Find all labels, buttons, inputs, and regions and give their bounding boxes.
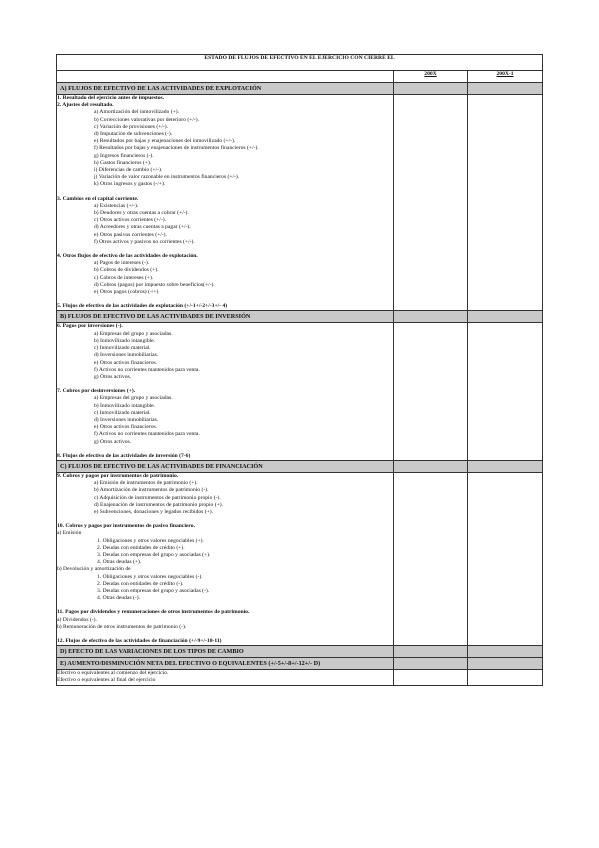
list-item: a) Pagos de intereses (-). bbox=[94, 260, 150, 267]
list-item: b) Inmovilizado intangible. bbox=[94, 402, 156, 409]
list-item: e) Subvenciones, donaciones y legados recibidos (+). bbox=[94, 508, 214, 515]
list-item: a) Empresas del grupo y asociadas. bbox=[94, 395, 173, 402]
list-item: d) Imputación de subvenciones (-). bbox=[94, 131, 173, 138]
year-previous: 200X-1 bbox=[468, 71, 543, 83]
list-item: f) Otros activos y pasivos no corrientes (+/-). bbox=[94, 238, 195, 245]
list-item: a) Dividendos (-). bbox=[57, 616, 97, 623]
value-cell bbox=[468, 646, 543, 658]
section-e-header: E) AUMENTO/DISMINUCIÓN NETA DEL EFECTIVO O EQUIVALENTES (+/-5+/-8+/-12+/- D) bbox=[57, 658, 394, 670]
section-b-header: B) FLUJOS DE EFECTIVO DE LAS ACTIVIDADES DE INVERSIÓN bbox=[57, 311, 394, 323]
year-current: 200X bbox=[394, 71, 468, 83]
item-3-heading: 3. Cambios en el capital corriente. bbox=[57, 195, 139, 202]
value-cell bbox=[394, 472, 468, 645]
list-item: e) Resultados por bajas y enajenaciones del inmovilizado (+/-). bbox=[94, 138, 236, 145]
list-item: c) Cobros de intereses (+). bbox=[94, 274, 154, 281]
value-cell bbox=[394, 670, 468, 685]
value-cell bbox=[394, 95, 468, 311]
closing-body-row bbox=[57, 670, 543, 685]
list-item: 4. Otras deudas (-). bbox=[97, 595, 141, 602]
section-a-body bbox=[57, 95, 394, 311]
value-cell bbox=[468, 472, 543, 645]
section-c-body bbox=[57, 472, 394, 645]
list-item: 3. Deudas con empresas del grupo y asociadas (-). bbox=[97, 587, 210, 594]
list-item: 1. Obligaciones y otros valores negociables (+). bbox=[97, 537, 204, 544]
section-a-header: A) FLUJOS DE EFECTIVO DE LAS ACTIVIDADES DE EXPLOTACIÓN bbox=[57, 83, 394, 95]
list-item: b) Remuneración de otros instrumentos de patrimonio (-). bbox=[57, 623, 187, 630]
value-cell bbox=[468, 95, 543, 311]
list-item: e) Otros activos financieros. bbox=[94, 359, 158, 366]
list-item: b) Inmovilizado intangible. bbox=[94, 337, 156, 344]
list-item: f) Activos no corrientes mantenidos para venta. bbox=[94, 366, 200, 373]
document-title: ESTADO DE FLUJOS DE EFECTIVO EN EL EJERCICIO CON CIERRE EL bbox=[57, 55, 543, 71]
list-item: h) Gastos financieros (+). bbox=[94, 159, 152, 166]
value-cell bbox=[468, 83, 543, 95]
list-item: a) Empresas del grupo y asociadas. bbox=[94, 330, 173, 337]
item-7-heading: 7. Cobros por desinversiones (+). bbox=[57, 388, 136, 395]
item-5-heading: 5. Flujos de efectivo de las actividades de explotación (+/-1+/-2+/-3+/- 4) bbox=[57, 303, 228, 310]
section-b-body-row bbox=[57, 323, 543, 460]
value-cell bbox=[394, 658, 468, 670]
item-11-heading: 11. Pagos por dividendos y remuneraciones de otros instrumentos de patrimonio. bbox=[57, 609, 250, 616]
list-item: e) Otros activos financieros. bbox=[94, 424, 158, 431]
list-item: 4. Otras deudas (+). bbox=[97, 559, 142, 566]
blank-header-cell bbox=[57, 71, 394, 83]
devolucion-label: b) Devolución y amortización de bbox=[57, 566, 131, 573]
section-d-header: D) EFECTO DE LAS VARIACIONES DE LOS TIPOS DE CAMBIO bbox=[57, 646, 394, 658]
list-item: d) Inversiones inmobiliarias. bbox=[94, 416, 159, 423]
list-item: a) Amortización del inmovilizado (+). bbox=[94, 109, 180, 116]
title-row bbox=[57, 55, 543, 71]
section-c-header-row bbox=[57, 460, 543, 472]
list-item: f) Activos no corrientes mantenidos para venta. bbox=[94, 431, 200, 438]
value-cell bbox=[468, 670, 543, 685]
section-a-header-row bbox=[57, 83, 543, 95]
section-b-body bbox=[57, 323, 394, 460]
value-cell bbox=[468, 311, 543, 323]
section-c-header: C) FLUJOS DE EFECTIVO DE LAS ACTIVIDADES DE FINANCIACIÓN bbox=[57, 460, 394, 472]
list-item: c) Adquisición de instrumentos de patrimonio propio (-). bbox=[94, 494, 221, 501]
value-cell bbox=[468, 460, 543, 472]
list-item: f) Resultados por bajas y enajenaciones de instrumentos financieros (+/-). bbox=[94, 145, 259, 152]
section-b-header-row bbox=[57, 311, 543, 323]
item-8-heading: 8. Flujos de efectivo de las actividades de inversión (7-6) bbox=[57, 452, 191, 459]
list-item: d) Inversiones inmobiliarias. bbox=[94, 352, 159, 359]
list-item: c) Otros activos corrientes (+/-). bbox=[94, 217, 166, 224]
section-e-header-row bbox=[57, 658, 543, 670]
list-item: c) Inmovilizado material. bbox=[94, 409, 151, 416]
list-item: e) Otros pasivos corrientes (+/-). bbox=[94, 231, 167, 238]
list-item: g) Otros activos. bbox=[94, 373, 132, 380]
value-cell bbox=[394, 460, 468, 472]
section-a-body-row bbox=[57, 95, 543, 311]
cash-end-line: Efectivo o equivalentes al final del ejercicio bbox=[57, 677, 156, 684]
item-1-heading: 1. Resultado del ejercicio antes de impuestos. bbox=[57, 95, 165, 101]
list-item: b) Deudores y otras cuentas a cobrar (+/-). bbox=[94, 210, 189, 217]
item-2-heading: 2. Ajustes del resultado. bbox=[57, 102, 114, 109]
value-cell bbox=[394, 311, 468, 323]
value-cell bbox=[468, 658, 543, 670]
list-item: g) Ingresos financieros (-). bbox=[94, 152, 154, 159]
list-item: d) Enajenación de instrumentos de patrimonio propio (+). bbox=[94, 501, 223, 508]
list-item: c) Inmovilizado material. bbox=[94, 345, 151, 352]
item-10-heading: 10. Cobros y pagos por instrumentos de pasivo financiero. bbox=[57, 523, 195, 530]
list-item: c) Variación de provisiones (+/-). bbox=[94, 123, 169, 130]
section-c-body-row bbox=[57, 472, 543, 645]
list-item: k) Otros ingresos y gastos (-/+). bbox=[94, 181, 166, 188]
list-item: e) Otros pagos (cobros) (-/+) bbox=[94, 289, 159, 296]
list-item: b) Correcciones valorativas por deterioro (+/-). bbox=[94, 116, 200, 123]
closing-body bbox=[57, 670, 394, 685]
item-12-heading: 12. Flujos de efectivo de las actividades de financiación (+/-9+/-10-11) bbox=[57, 638, 222, 644]
list-item: d) Acreedores y otras cuentas a pagar (+/-). bbox=[94, 224, 191, 231]
list-item: 2. Deudas con entidades de crédito (+). bbox=[97, 544, 185, 551]
value-cell bbox=[394, 83, 468, 95]
list-item: a) Existencias (+/-). bbox=[94, 202, 139, 209]
list-item: b) Amortización de instrumentos de patrimonio (-). bbox=[94, 487, 209, 494]
list-item: j) Variación de valor razonable en instrumentos financieros (+/-). bbox=[94, 174, 240, 181]
list-item: g) Otros activos. bbox=[94, 438, 132, 445]
list-item: a) Emisión de instrumentos de patrimonio (+). bbox=[94, 480, 198, 487]
item-6-heading: 6. Pagos por inversiones (-). bbox=[57, 323, 123, 330]
item-4-heading: 4. Otros flujos de efectivo de las actividades de explotación. bbox=[57, 253, 198, 260]
list-item: d) Cobros (pagos) por impuesto sobre beneficios(+/-). bbox=[94, 281, 215, 288]
cash-flow-table bbox=[56, 54, 543, 686]
cash-start-line: Efectivo o equivalentes al comienzo del ejercicio. bbox=[57, 670, 169, 677]
list-item: 1. Obligaciones y otros valores negociables (-). bbox=[97, 573, 203, 580]
emision-label: a) Emisión bbox=[57, 530, 82, 537]
list-item: 3. Deudas con empresas del grupo y asociadas (+). bbox=[97, 551, 211, 558]
list-item: 2. Deudas con entidades de crédito (-). bbox=[97, 580, 184, 587]
value-cell bbox=[468, 323, 543, 460]
item-9-heading: 9. Cobros y pagos por instrumentos de patrimonio. bbox=[57, 472, 179, 479]
value-cell bbox=[394, 646, 468, 658]
list-item: i) Diferencias de cambio (+/-). bbox=[94, 167, 163, 174]
year-header-row bbox=[57, 71, 543, 83]
section-d-header-row bbox=[57, 646, 543, 658]
value-cell bbox=[394, 323, 468, 460]
list-item: b) Cobros de dividendos (+). bbox=[94, 267, 159, 274]
